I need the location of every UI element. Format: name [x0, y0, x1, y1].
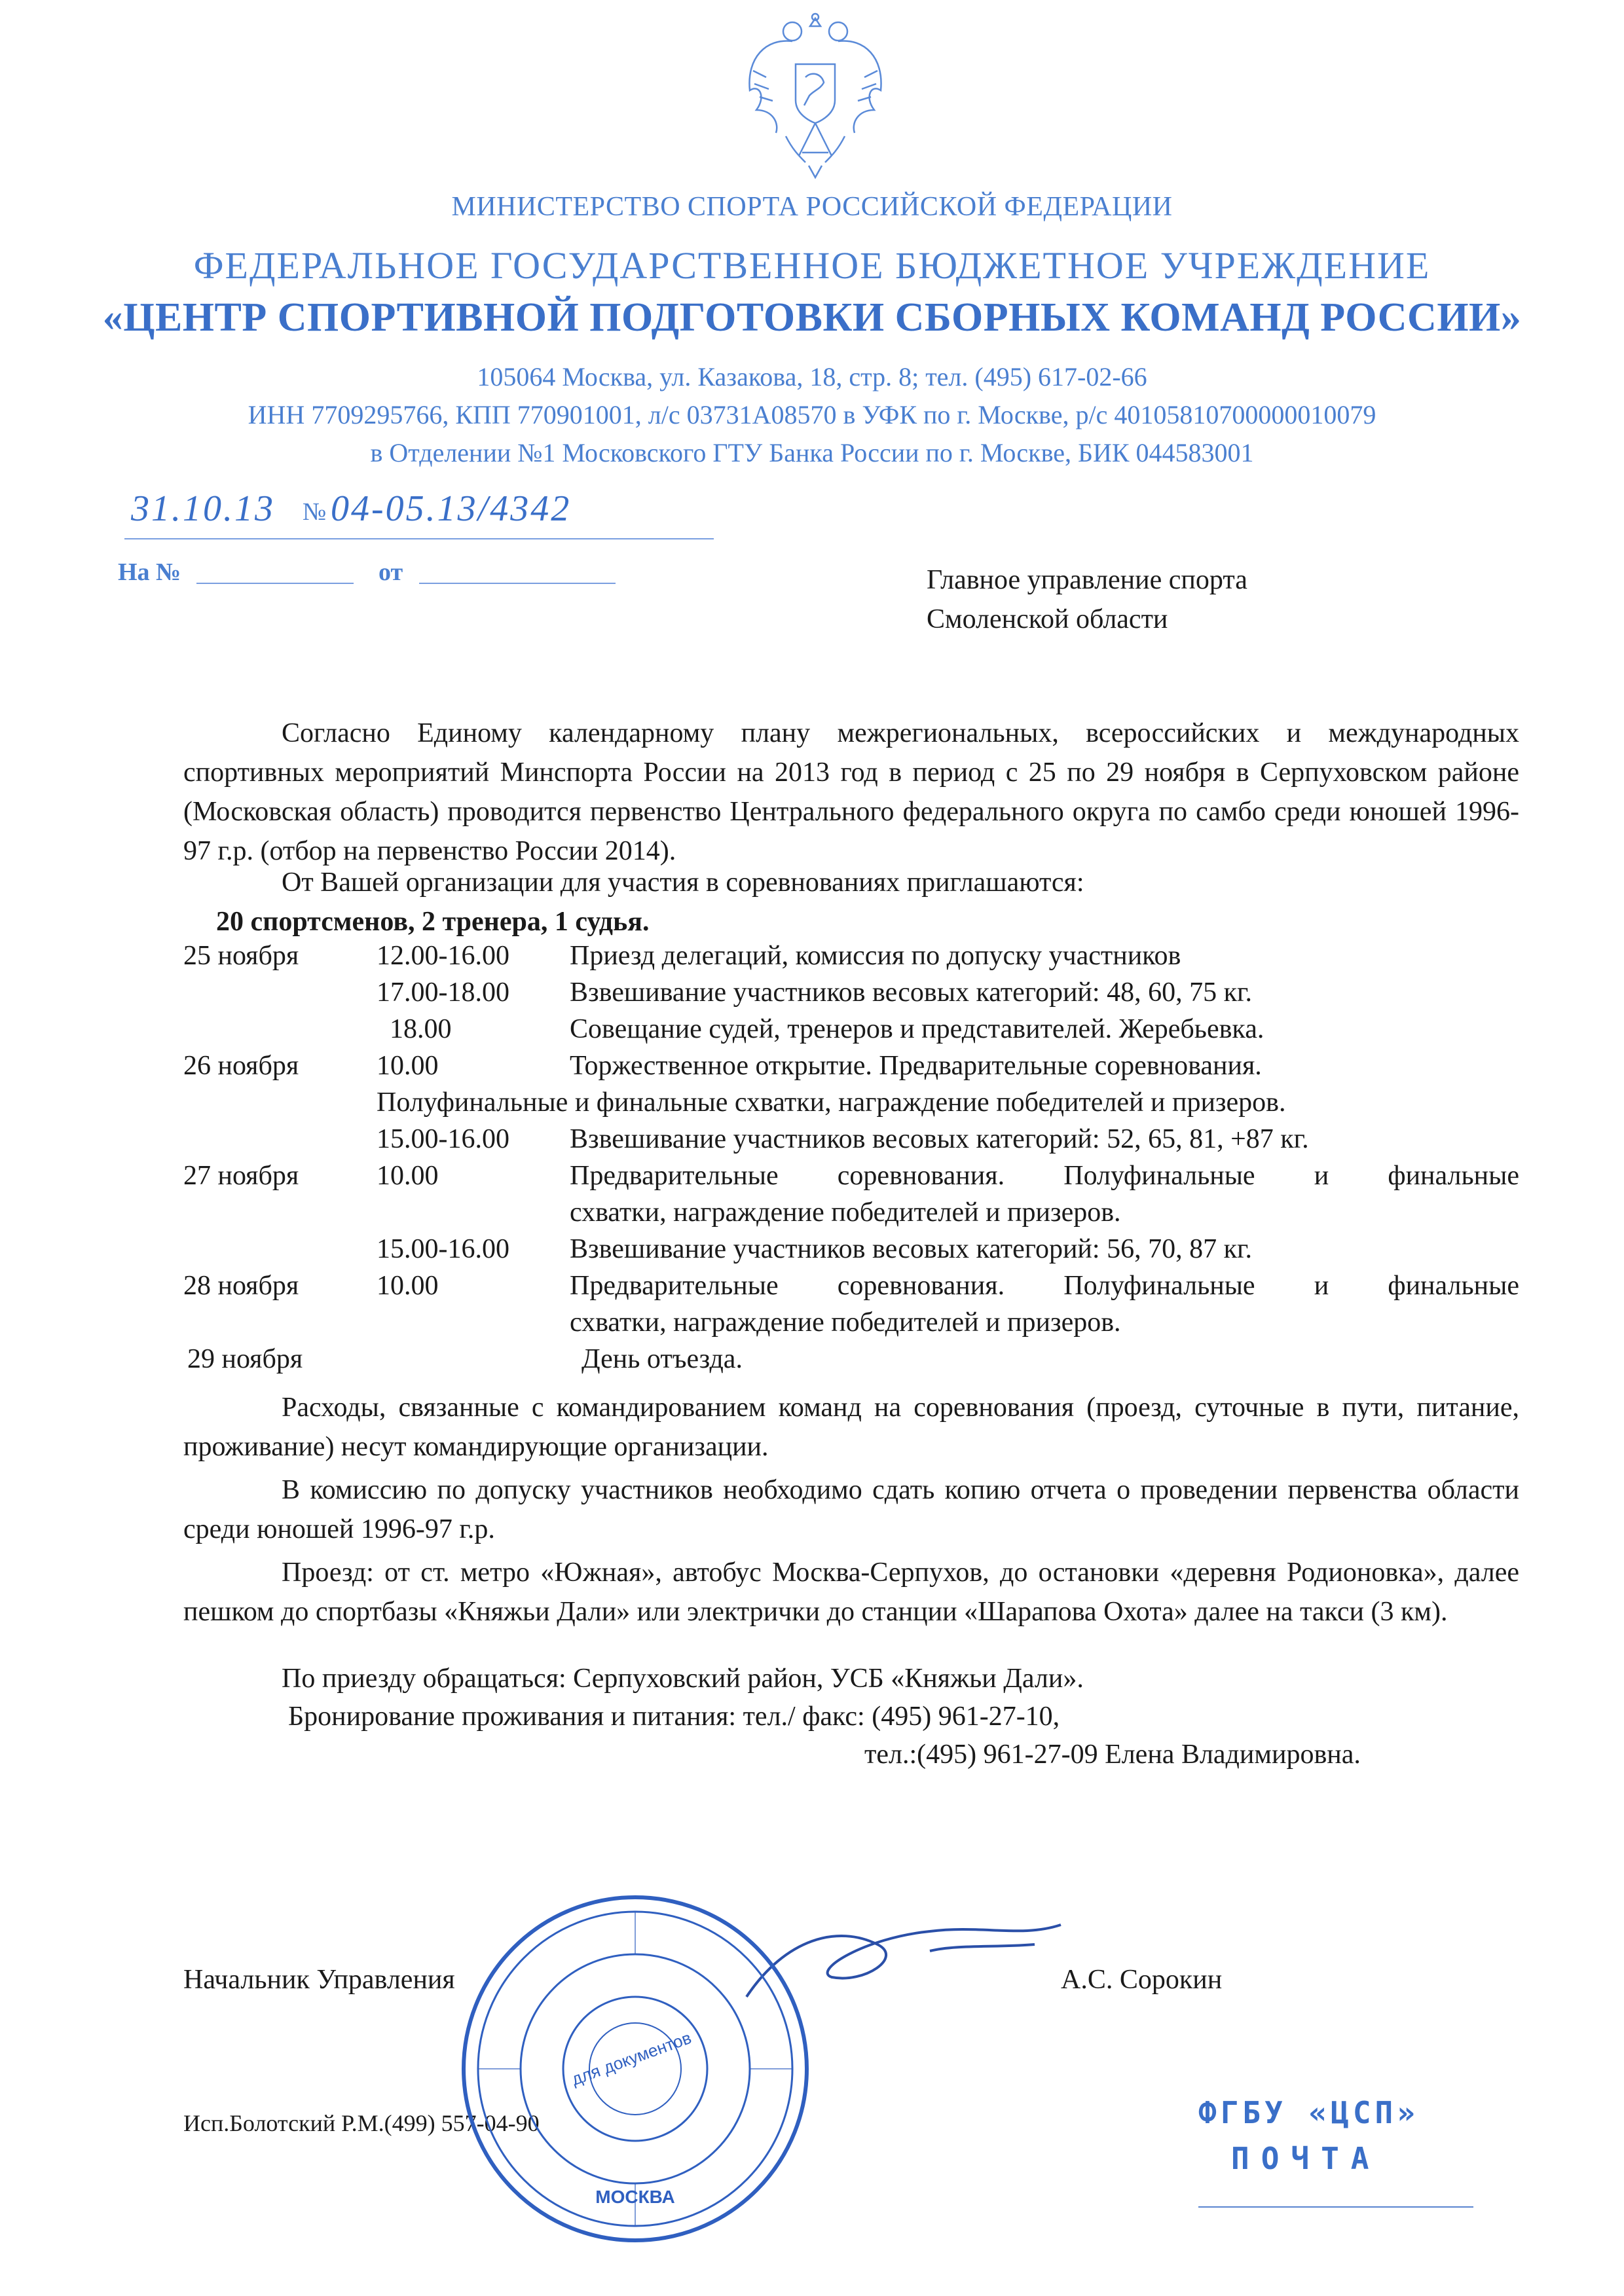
invited-participants: 20 спортсменов, 2 тренера, 1 судья. — [216, 907, 650, 937]
signatory-name: А.С. Сорокин — [1061, 1965, 1223, 1995]
recipient-line-1: Главное управление спорта — [927, 565, 1247, 595]
schedule-time: 15.00-16.00 — [377, 1234, 509, 1264]
schedule-row — [183, 1233, 1519, 1270]
schedule-event: схватки, награждение победителей и призеров. — [570, 1307, 1121, 1338]
recipient-line-2: Смоленской области — [927, 604, 1168, 634]
paragraph-commission: В комиссию по допуску участников необходимо сдать копию отчета о проведении первенства области среди юношей 1996-97 г.р. — [183, 1475, 1519, 1544]
schedule-row — [183, 1123, 1519, 1160]
paragraph-intro: Согласно Единому календарному плану межрегиональных, всероссийских и международных спортивных мероприятий Минспорта России на 2013 год в период с 25 по 29 ноября в Серпуховском районе (Московская область) проводится первенство Центрального федерального округа по самбо среди юношей 1996-97 г.р. (отбор на первенство России 2014). — [183, 718, 1519, 866]
address-line-3: в Отделении №1 Московского ГТУ Банка России по г. Москве, БИК 044583001 — [370, 438, 1254, 467]
paragraph-arrival: По приезду обращаться: Серпуховский район, УСБ «Княжьи Дали». — [282, 1664, 1084, 1694]
schedule-time: 10.00 — [377, 1051, 439, 1081]
coat-of-arms-emblem — [740, 12, 891, 182]
schedule-time: 17.00-18.00 — [377, 977, 509, 1008]
executor-contact: Исп.Болотский Р.М.(499) 557-04-90 — [183, 2110, 540, 2136]
address-line-2: ИНН 7709295766, КПП 770901001, л/с 03731А08570 в УФК по г. Москве, р/с 40105810700000010079 — [248, 400, 1376, 429]
schedule-event: Взвешивание участников весовых категорий: 48, 60, 75 кг. — [570, 977, 1252, 1008]
paragraph-expenses: Расходы, связанные с командированием команд на соревнования (проезд, суточные в пути, питание, проживание) несут командирующие организации. — [183, 1393, 1519, 1462]
schedule-event: Приезд делегаций, комиссия по допуску участников — [570, 941, 1181, 971]
number-sign: № — [303, 498, 327, 526]
schedule-time: 18.00 — [390, 1014, 452, 1044]
schedule-row — [183, 1050, 1519, 1087]
outgoing-number: 04-05.13/4342 — [331, 488, 572, 529]
institution-type: ФЕДЕРАЛЬНОЕ ГОСУДАРСТВЕННОЕ БЮДЖЕТНОЕ УЧРЕЖДЕНИЕ — [193, 244, 1431, 287]
incoming-number-blank — [196, 583, 354, 584]
ministry-name: МИНИСТЕРСТВО СПОРТА РОССИЙСКОЙ ФЕДЕРАЦИИ — [451, 192, 1173, 222]
seal-city-text: МОСКВА — [595, 2187, 675, 2207]
incoming-date-blank — [419, 583, 616, 584]
schedule-row — [183, 1307, 1519, 1343]
incoming-date-label: от — [378, 558, 403, 586]
address-line-1: 105064 Москва, ул. Казакова, 18, стр. 8; тел. (495) 617-02-66 — [477, 362, 1147, 392]
event-schedule — [183, 940, 1519, 1380]
signatory-position: Начальник Управления — [183, 1965, 455, 1995]
schedule-date: 28 ноября — [183, 1271, 299, 1301]
schedule-event: День отъезда. — [581, 1344, 743, 1374]
schedule-event: Полуфинальные и финальные схватки, награждение победителей и призеров. — [377, 1087, 1286, 1118]
paragraph-invitation: От Вашей организации для участия в соревнованиях приглашаются: — [282, 867, 1084, 898]
schedule-event: схватки, награждение победителей и призеров. — [570, 1197, 1121, 1228]
schedule-event: Предварительные соревнования. Полуфинальные и финальные — [570, 1161, 1519, 1191]
schedule-row — [183, 1197, 1519, 1233]
schedule-event: Взвешивание участников весовых категорий: 56, 70, 87 кг. — [570, 1234, 1252, 1264]
schedule-row — [183, 1160, 1519, 1197]
schedule-time: 12.00-16.00 — [377, 941, 509, 971]
mail-stamp-line-2: ПОЧТА — [1231, 2141, 1381, 2176]
institution-name: «ЦЕНТР СПОРТИВНОЙ ПОДГОТОВКИ СБОРНЫХ КОМАНД РОССИИ» — [102, 295, 1522, 340]
schedule-time: 10.00 — [377, 1271, 439, 1301]
schedule-date: 29 ноября — [187, 1344, 303, 1374]
schedule-row — [183, 1343, 1519, 1380]
seal-center-text: для документов — [568, 2028, 694, 2089]
schedule-date: 25 ноября — [183, 941, 299, 971]
schedule-event: Предварительные соревнования. Полуфинальные и финальные — [570, 1271, 1519, 1301]
paragraph-directions: Проезд: от ст. метро «Южная», автобус Москва-Серпухов, до остановки «деревня Родионовка», далее пешком до спортбазы «Княжьи Дали» или электрички до станции «Шарапова Охота» далее на такси (3 км). — [183, 1558, 1519, 1627]
reference-underline — [124, 538, 714, 539]
schedule-row — [183, 940, 1519, 977]
paragraph-booking: Бронирование проживания и питания: тел./ факс: (495) 961-27-10, — [288, 1702, 1060, 1732]
schedule-row — [183, 1270, 1519, 1307]
outgoing-date: 31.10.13 — [131, 488, 275, 529]
schedule-event: Взвешивание участников весовых категорий: 52, 65, 81, +87 кг. — [570, 1124, 1309, 1154]
schedule-date: 26 ноября — [183, 1051, 299, 1081]
schedule-date: 27 ноября — [183, 1161, 299, 1191]
schedule-time: 15.00-16.00 — [377, 1124, 509, 1154]
schedule-row — [183, 1013, 1519, 1050]
incoming-number-label: На № — [118, 558, 181, 586]
schedule-event: Торжественное открытие. Предварительные соревнования. — [570, 1051, 1262, 1081]
schedule-event: Совещание судей, тренеров и представителей. Жеребьевка. — [570, 1014, 1264, 1044]
mail-stamp-underline — [1198, 2206, 1473, 2208]
schedule-row — [183, 977, 1519, 1013]
round-seal-stamp — [458, 1892, 812, 2246]
schedule-time: 10.00 — [377, 1161, 439, 1191]
mail-stamp-line-1: ФГБУ «ЦСП» — [1198, 2095, 1419, 2130]
paragraph-contact: тел.:(495) 961-27-09 Елена Владимировна. — [864, 1740, 1361, 1770]
schedule-row — [183, 1087, 1519, 1123]
